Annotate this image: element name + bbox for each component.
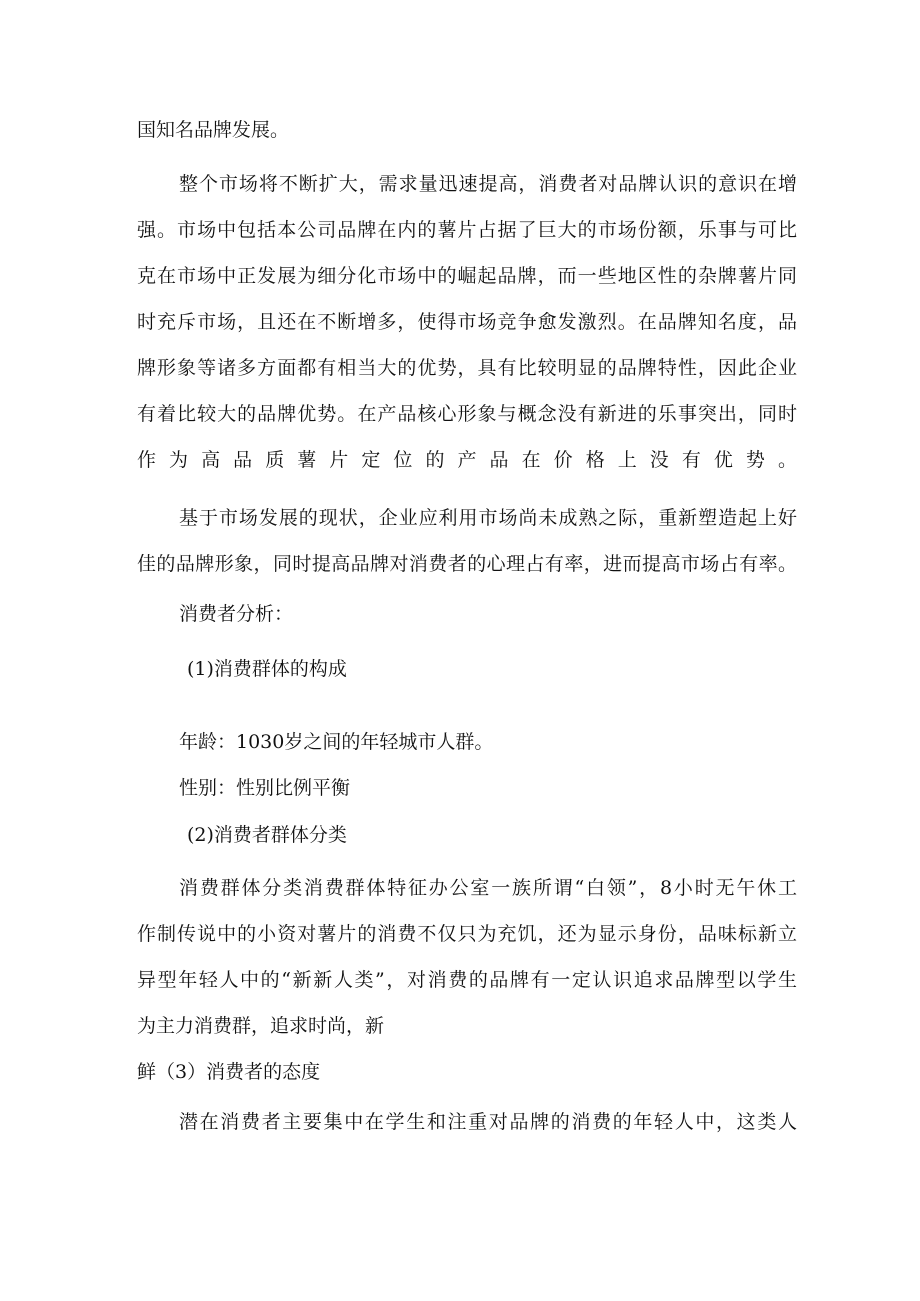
text-line: 潜在消费者主要集中在学生和注重对品牌的消费的年轻人中，这类人	[179, 1111, 797, 1133]
text-line: 作制传说中的小资对薯片的消费不仅只为充饥，还为显示身份，品味标新立	[137, 923, 797, 945]
section-heading: 消费者分析：	[179, 603, 294, 625]
text-line: 强。市场中包括本公司品牌在内的薯片占据了巨大的市场份额，乐事与可比	[137, 219, 797, 241]
subsection-heading: (2)消费者群体分类	[187, 824, 347, 846]
text-line: 佳的品牌形象，同时提高品牌对消费者的心理占有率，进而提高市场占有率。	[137, 553, 797, 575]
subsection-heading: (1)消费群体的构成	[187, 658, 347, 680]
text-line: 基于市场发展的现状，企业应利用市场尚未成熟之际，重新塑造起上好	[179, 507, 797, 529]
text-line: 牌形象等诸多方面都有相当大的优势，具有比较明显的品牌特性，因此企业	[137, 357, 797, 379]
text-line: 异型年轻人中的“新新人类”，对消费的品牌有一定认识追求品牌型以学生	[137, 969, 797, 991]
text-line: 为主力消费群，追求时尚，新	[137, 1015, 385, 1037]
text-line: 国知名品牌发展。	[137, 119, 290, 141]
text-line: 消费群体分类消费群体特征办公室一族所谓“白领”，8小时无午休工	[179, 877, 797, 899]
text-line: 鲜（3）消费者的态度	[137, 1061, 321, 1083]
text-line: 整个市场将不断扩大，需求量迅速提高，消费者对品牌认识的意识在增	[179, 173, 797, 195]
text-line: 作为高品质薯片定位的产品在价格上没有优势。	[137, 449, 797, 471]
text-line: 克在市场中正发展为细分化市场中的崛起品牌，而一些地区性的杂牌薯片同	[137, 265, 797, 287]
text-line: 性别：性别比例平衡	[179, 777, 351, 799]
text-line: 有着比较大的品牌优势。在产品核心形象与概念没有新进的乐事突出，同时	[137, 403, 797, 425]
text-line: 年龄：1030岁之间的年轻城市人群。	[179, 731, 494, 753]
text-line: 时充斥市场，且还在不断增多，使得市场竞争愈发激烈。在品牌知名度，品	[137, 311, 797, 333]
